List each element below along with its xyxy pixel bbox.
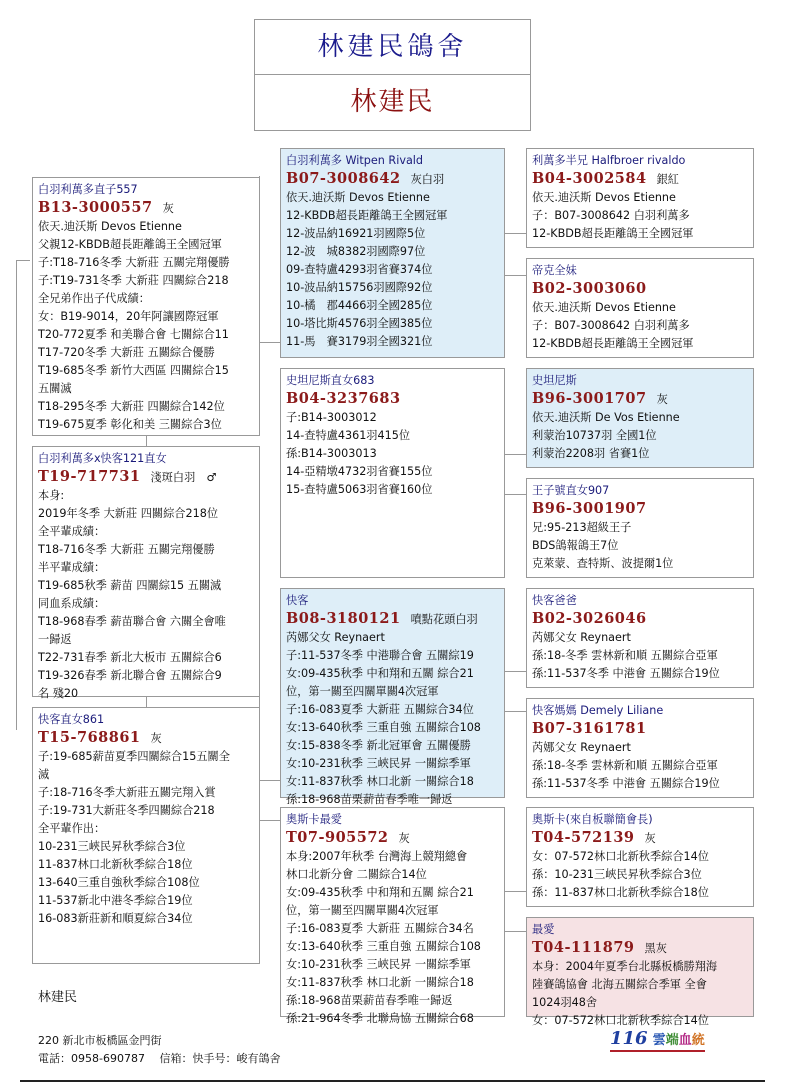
card-line: 女:09-435秋季 中和翔和五關 綜合21 bbox=[286, 886, 474, 899]
card-line: 林口北新分會 二關綜合14位 bbox=[286, 868, 427, 881]
card-title: 白羽利萬多 Witpen Rivald bbox=[286, 154, 424, 167]
footer-address: 220 新北市板橋區金門街 bbox=[38, 1034, 162, 1047]
pedigree-header bbox=[254, 19, 531, 131]
connector bbox=[259, 342, 280, 343]
card-line: 2019年冬季 大新莊 四關綜合218位 bbox=[38, 507, 219, 520]
logo-char: 血 bbox=[678, 1033, 692, 1048]
card-line: 子：B07-3008642 白羽利萬多 bbox=[532, 319, 690, 332]
card-title: 奧斯卡(來自板聯簡會長) bbox=[532, 813, 653, 826]
card-line: 依天.迪沃斯 De Vos Etienne bbox=[532, 411, 680, 424]
card-line: 12-波品納16921羽國際5位 bbox=[286, 227, 426, 240]
ring-number: T04-572139 bbox=[532, 829, 635, 846]
card-line: 依天.迪沃斯 Devos Etienne bbox=[532, 301, 676, 314]
card-line: 子:16-083夏季 大新莊 五關綜合34位 bbox=[286, 703, 474, 716]
card-line: 09-查特盧4293羽省賽374位 bbox=[286, 263, 433, 276]
card-ss-half-brother[interactable] bbox=[526, 148, 754, 248]
card-title: 快客直女861 bbox=[38, 713, 105, 726]
card-line: 依天.迪沃斯 Devos Etienne bbox=[286, 191, 430, 204]
card-line: 孫:21-964冬季 北聯鳥協 五關綜合68 bbox=[286, 1012, 474, 1025]
pigeon-color: 灰 bbox=[398, 832, 410, 845]
footer-phone-mail: 電話：0958-690787 信箱：快手号：峻有鴿舍 bbox=[38, 1052, 281, 1065]
card-line: 利蒙治2208羽 省賽1位 bbox=[532, 447, 650, 460]
card-line: 孫:B14-3003013 bbox=[286, 447, 377, 460]
card-title: 利萬多半兄 Halfbroer rivaldo bbox=[532, 154, 686, 167]
ring-number: B07-3161781 bbox=[532, 720, 647, 737]
card-line: 女:13-640秋季 三重自強 五關綜合108 bbox=[286, 721, 481, 734]
card-sire-dam[interactable] bbox=[280, 368, 505, 578]
card-line: 子:16-083夏季 大新莊 五關綜合34名 bbox=[286, 922, 474, 935]
card-line: 12-KBDB超長距離鴿王全國冠軍 bbox=[532, 337, 694, 350]
card-line: 11-537新北中港冬季綜合19位 bbox=[38, 894, 193, 907]
card-line: 芮娜父女 Reynaert bbox=[286, 631, 385, 644]
brand-logo bbox=[610, 1028, 705, 1052]
card-title: 史坦尼斯 bbox=[532, 374, 577, 387]
pigeon-color: 淺斑白羽 ♂ bbox=[150, 471, 217, 484]
connector bbox=[16, 260, 30, 261]
ring-number: T15-768861 bbox=[38, 729, 141, 746]
ring-number: T19-717731 bbox=[38, 468, 141, 485]
card-line: 女：07-572林口北新秋季綜合14位 bbox=[532, 1014, 709, 1027]
ring-number: B02-3003060 bbox=[532, 280, 647, 297]
pigeon-color: 黑灰 bbox=[644, 942, 667, 955]
card-line: T22-731春季 新北大板市 五關綜合6 bbox=[38, 651, 222, 664]
card-title: 最愛 bbox=[532, 923, 555, 936]
ring-number: B08-3180121 bbox=[286, 610, 401, 627]
logo-number: 116 bbox=[610, 1028, 648, 1049]
card-line: 兄:95-213超級王子 bbox=[532, 521, 632, 534]
owner-name: 林建民 bbox=[350, 87, 435, 117]
card-line: 半平輩成績： bbox=[38, 561, 106, 574]
card-title: 史坦尼斯直女683 bbox=[286, 374, 375, 387]
connector bbox=[504, 671, 526, 672]
card-line: T19-685秋季 薪苗 四關綜15 五關滅 bbox=[38, 579, 222, 592]
card-line: 陸賽鴿協會 北海五關綜合季軍 全會 bbox=[532, 978, 707, 991]
connector bbox=[259, 820, 280, 821]
card-line: 依天.迪沃斯 Devos Etienne bbox=[38, 220, 182, 233]
card-dam-sire-parent[interactable] bbox=[526, 588, 754, 688]
card-line: 孫:11-537冬季 中港會 五關綜合19位 bbox=[532, 777, 720, 790]
card-title: 快客爸爸 bbox=[532, 594, 577, 607]
card-line: 子:19-685薪苗夏季四關綜合15五關全 bbox=[38, 750, 230, 763]
card-line: 12-波 城8382羽國際97位 bbox=[286, 245, 426, 258]
card-line: 依天.迪沃斯 Devos Etienne bbox=[532, 191, 676, 204]
card-line: 父親12-KBDB超長距離鴿王全國冠軍 bbox=[38, 238, 222, 251]
card-line: 女：07-572林口北新秋季綜合14位 bbox=[532, 850, 709, 863]
card-line: T19-675夏季 彰化和美 三關綜合3位 bbox=[38, 418, 222, 431]
card-line: 位，第一關至四關單關4次冠軍 bbox=[286, 685, 439, 698]
footer-contact bbox=[38, 1032, 280, 1068]
card-line: 子:18-716冬季大新莊五關完翔入賞 bbox=[38, 786, 216, 799]
card-line: 女:11-837秋季 林口北新 一關綜合18 bbox=[286, 976, 474, 989]
card-line: 名 殘20 bbox=[38, 687, 79, 700]
card-line: 五關滅 bbox=[38, 382, 72, 395]
card-line: 16-083新莊新和順夏綜合34位 bbox=[38, 912, 193, 925]
logo-char: 統 bbox=[691, 1033, 705, 1048]
card-line: BDS鴿報鴿王7位 bbox=[532, 539, 619, 552]
card-line: 女:10-231秋季 三峽民昇 一關綜季軍 bbox=[286, 958, 471, 971]
card-line: 15-查特盧5063羽省賽160位 bbox=[286, 483, 433, 496]
card-line: T18-716冬季 大新莊 五關完翔優勝 bbox=[38, 543, 215, 556]
card-line: 14-查特盧4361羽415位 bbox=[286, 429, 411, 442]
card-sire-sibling[interactable] bbox=[32, 177, 260, 436]
connector bbox=[504, 233, 526, 234]
card-line: 同血系成績： bbox=[38, 597, 106, 610]
card-line: 子:11-537冬季 中港聯合會 五關綜19 bbox=[286, 649, 474, 662]
pigeon-color: 灰 bbox=[656, 393, 668, 406]
card-line: 孫:18-冬季 雲林新和順 五關綜合亞軍 bbox=[532, 649, 718, 662]
card-line: 11-馬 賽3179羽全國321位 bbox=[286, 335, 433, 348]
card-line: 孫:18-冬季 雲林新和順 五關綜合亞軍 bbox=[532, 759, 718, 772]
connector bbox=[504, 931, 526, 932]
card-sire[interactable] bbox=[280, 148, 505, 358]
pigeon-color: 灰 bbox=[162, 202, 174, 215]
card-oscar[interactable] bbox=[526, 807, 754, 907]
ring-number: T07-905572 bbox=[286, 829, 389, 846]
card-line: 全兄弟作出子代成績： bbox=[38, 292, 150, 305]
card-dam[interactable] bbox=[280, 588, 505, 806]
loft-name: 林建民鴿舍 bbox=[255, 20, 530, 75]
card-line: 13-640三重自強秋季綜合108位 bbox=[38, 876, 200, 889]
card-title: 快客 bbox=[286, 594, 309, 607]
ring-number: B02-3026046 bbox=[532, 610, 647, 627]
card-line: 女:10-231秋季 三峽民昇 一關綜季軍 bbox=[286, 757, 471, 770]
card-line: 10-塔比斯4576羽全國385位 bbox=[286, 317, 433, 330]
card-line: 本身: bbox=[38, 489, 65, 502]
pigeon-color: 銀紅 bbox=[656, 173, 679, 186]
ring-number: B96-3001707 bbox=[532, 390, 647, 407]
card-dam-sire[interactable] bbox=[280, 807, 505, 1025]
logo-char: 雲 bbox=[652, 1033, 666, 1048]
card-line: T19-685冬季 新竹大西區 四關綜合15 bbox=[38, 364, 229, 377]
card-line: 本身:2007年秋季 台灣海上競翔總會 bbox=[286, 850, 468, 863]
card-favorite[interactable] bbox=[526, 917, 754, 1027]
card-line: T18-295冬季 大新莊 四關綜合142位 bbox=[38, 400, 225, 413]
card-line: 12-KBDB超長距離鴿王全國冠軍 bbox=[532, 227, 694, 240]
logo-char: 端 bbox=[665, 1033, 679, 1048]
pigeon-color: 灰 bbox=[150, 732, 162, 745]
card-line: 10-231三峽民昇秋季綜合3位 bbox=[38, 840, 186, 853]
card-line: 孫:18-968苗栗薪苗春季唯一歸返 bbox=[286, 994, 453, 1007]
ring-number: B96-3001907 bbox=[532, 500, 647, 517]
ring-number: B04-3237683 bbox=[286, 390, 401, 407]
card-line: 女:11-837秋季 林口北新 一關綜合18 bbox=[286, 775, 474, 788]
card-line: 子：B07-3008642 白羽利萬多 bbox=[532, 209, 690, 222]
pigeon-color: 灰 bbox=[644, 832, 656, 845]
card-line: T19-326春季 新北聯合會 五關綜合9 bbox=[38, 669, 222, 682]
card-line: 12-KBDB超長距離鴿王全國冠軍 bbox=[286, 209, 448, 222]
footer-divider bbox=[20, 1080, 765, 1082]
card-stanis[interactable] bbox=[526, 368, 754, 468]
card-dam-sibling[interactable] bbox=[32, 707, 260, 964]
ring-number: B04-3002584 bbox=[532, 170, 647, 187]
card-line: 11-837林口北新秋季綜合18位 bbox=[38, 858, 193, 871]
card-line: 克萊蒙、查特斯、波提爾1位 bbox=[532, 557, 674, 570]
card-line: 一歸返 bbox=[38, 633, 72, 646]
card-line: T20-772夏季 和美聯合會 七關綜合11 bbox=[38, 328, 229, 341]
card-line: 女:15-838冬季 新北冠軍會 五關優勝 bbox=[286, 739, 471, 752]
card-prince-daughter[interactable] bbox=[526, 478, 754, 578]
card-title: 王子號直女907 bbox=[532, 484, 610, 497]
card-line: 女:13-640秋季 三重自強 五關綜合108 bbox=[286, 940, 481, 953]
card-title: 白羽利萬多x快客121直女 bbox=[38, 452, 167, 465]
card-line: 孫:11-537冬季 中港會 五關綜合19位 bbox=[532, 667, 720, 680]
card-line: 子:T19-731冬季 大新莊 四關綜合218 bbox=[38, 274, 229, 287]
card-line: 孫:18-968苗栗薪苗春季唯一歸返 bbox=[286, 793, 453, 806]
card-title: 快客媽媽 Demely Liliane bbox=[532, 704, 664, 717]
card-ss-full-sister[interactable] bbox=[526, 258, 754, 358]
connector bbox=[259, 780, 280, 781]
connector bbox=[146, 436, 147, 446]
card-line: 10-波品納15756羽國際92位 bbox=[286, 281, 433, 294]
card-line: 芮娜父女 Reynaert bbox=[532, 741, 631, 754]
footer-owner: 林建民 bbox=[38, 990, 78, 1005]
ring-number: T04-111879 bbox=[532, 939, 635, 956]
card-line: 子:B14-3003012 bbox=[286, 411, 377, 424]
connector bbox=[504, 711, 526, 712]
connector bbox=[504, 494, 526, 495]
card-line: 全平輩作出： bbox=[38, 822, 106, 835]
card-subject[interactable] bbox=[32, 446, 260, 700]
card-line: 女：B19-9014，20年阿讓國際冠軍 bbox=[38, 310, 219, 323]
pigeon-color: 噴點花頭白羽 bbox=[410, 613, 478, 626]
card-line: 全平輩成績： bbox=[38, 525, 106, 538]
ring-number: B07-3008642 bbox=[286, 170, 401, 187]
card-line: 女:09-435秋季 中和翔和五關 綜合21 bbox=[286, 667, 474, 680]
connector bbox=[16, 260, 17, 730]
card-line: 1024羽48舍 bbox=[532, 996, 598, 1009]
card-line: 本身：2004年夏季台北縣板橋勝翔海 bbox=[532, 960, 718, 973]
card-title: 白羽利萬多直子557 bbox=[38, 183, 138, 196]
card-line: 利蒙治10737羽 全國1位 bbox=[532, 429, 657, 442]
card-line: 子:T18-716冬季 大新莊 五關完翔優勝 bbox=[38, 256, 230, 269]
pigeon-color: 灰白羽 bbox=[410, 173, 445, 186]
ring-number: B13-3000557 bbox=[38, 199, 153, 216]
connector bbox=[504, 891, 526, 892]
card-title: 奧斯卡最愛 bbox=[286, 813, 342, 826]
card-line: T18-968春季 薪苗聯合會 六關全會唯 bbox=[38, 615, 226, 628]
card-line: 10-橘 郡4466羽全國285位 bbox=[286, 299, 433, 312]
card-line: 14-亞精墩4732羽省賽155位 bbox=[286, 465, 433, 478]
card-line: 孫：11-837林口北新秋季綜合18位 bbox=[532, 886, 709, 899]
card-line: 位，第一關至四關單關4次冠軍 bbox=[286, 904, 439, 917]
card-line: 芮娜父女 Reynaert bbox=[532, 631, 631, 644]
connector bbox=[504, 275, 526, 276]
card-line: 滅 bbox=[38, 768, 50, 781]
connector bbox=[504, 454, 526, 455]
card-line: 孫：10-231三峽民昇秋季綜合3位 bbox=[532, 868, 702, 881]
card-line: 子:19-731大新莊冬季四關綜合218 bbox=[38, 804, 215, 817]
card-line: T17-720冬季 大新莊 五關綜合優勝 bbox=[38, 346, 215, 359]
card-dam-dam-parent[interactable] bbox=[526, 698, 754, 798]
card-title: 帝克全妹 bbox=[532, 264, 577, 277]
